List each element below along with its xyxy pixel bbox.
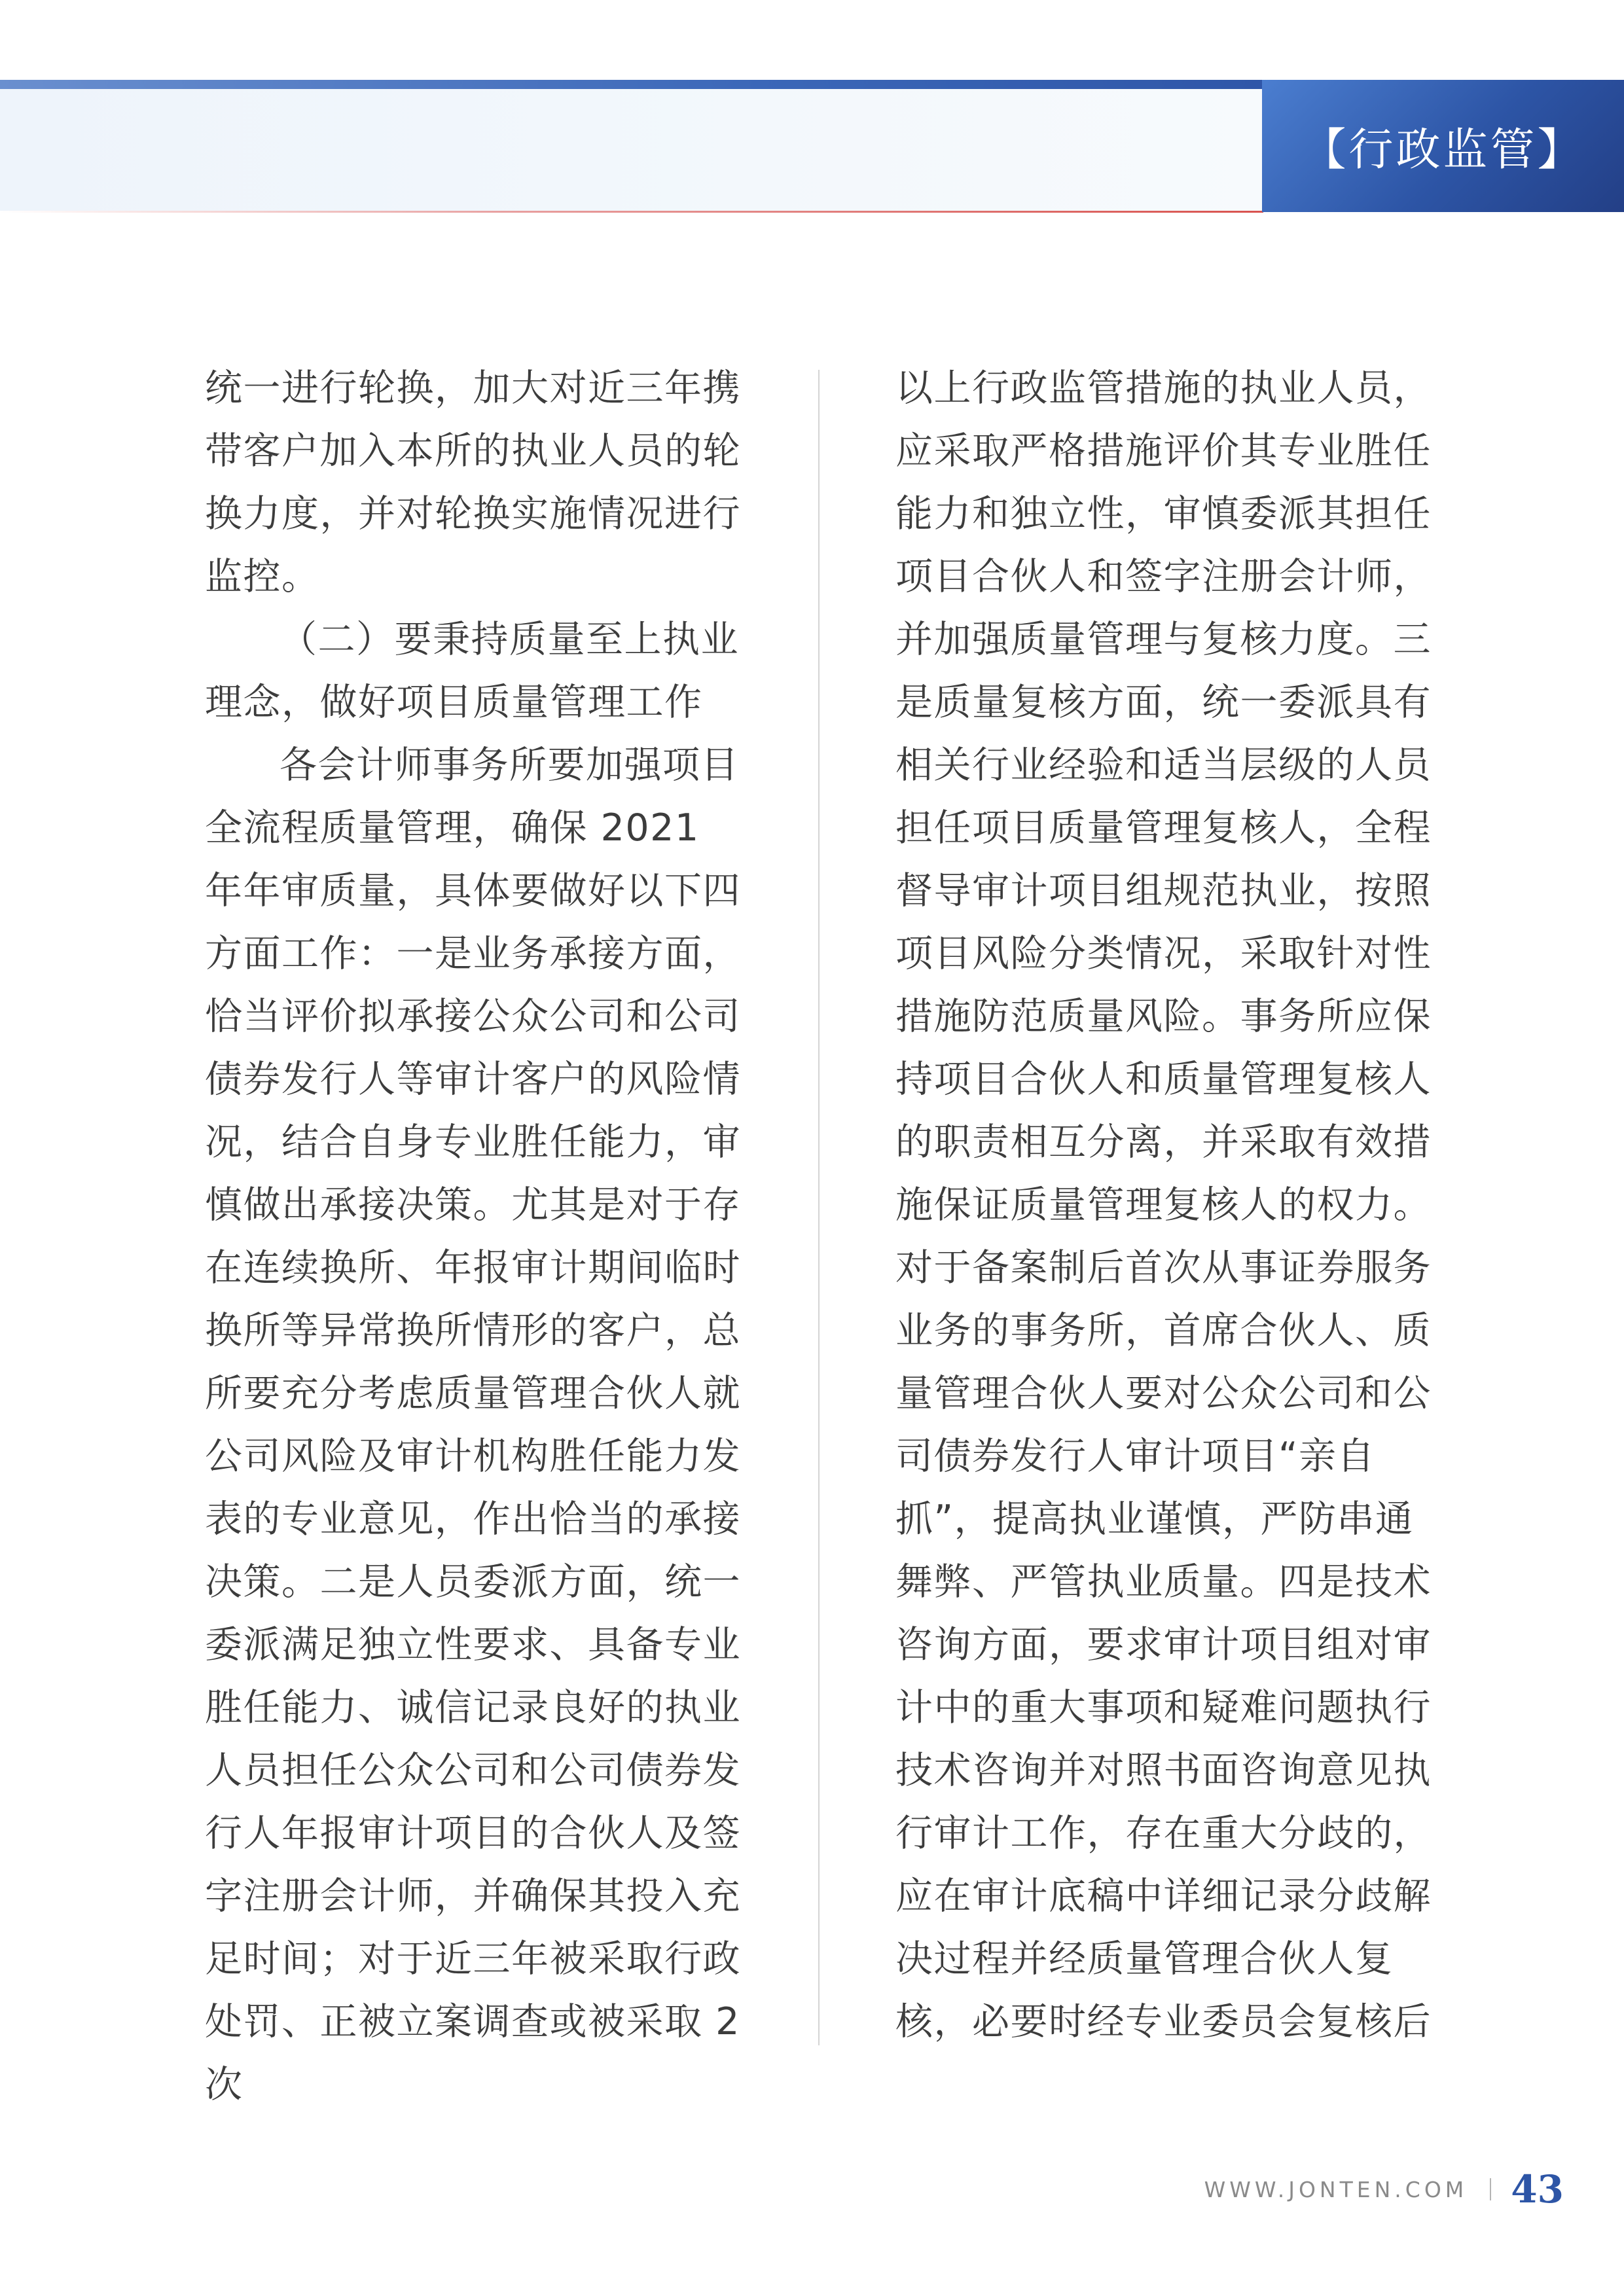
footer-separator <box>1490 2178 1491 2200</box>
page-footer <box>1204 2166 1564 2212</box>
header-band <box>0 89 1263 211</box>
page-number: 43 <box>1511 2167 1564 2212</box>
left-paragraph-1: 统一进行轮换，加大对近三年携带客户加入本所的执业人员的轮换力度，并对轮换实施情况进行监控。 <box>205 367 741 598</box>
footer-website: WWW.JONTEN.COM <box>1204 2176 1468 2202</box>
left-column <box>205 357 742 2116</box>
section-label: 【行政监管】 <box>1301 124 1585 176</box>
column-divider <box>818 370 820 2045</box>
right-column <box>895 357 1432 2053</box>
section-tab <box>1262 80 1624 212</box>
right-paragraph-1: 以上行政监管措施的执业人员，应采取严格措施评价其专业胜任能力和独立性，审慎委派其担任项目合伙人和签字注册会计师，并加强质量管理与复核力度。三是质量复核方面，统一委派具有相关行业经验和适当层级的人员担任项目质量管理复核人，全程督导审计项目组规范执业，按照项目风险分类情况，采取针对性措施防范质量风险。事务所应保持项目合伙人和质量管理复核人的职责相互分离，并采取有效措施保证质量管理复核人的权力。对于备案制后首次从事证券服务业务的事务所，首席合伙人、质量管理合伙人要对公众公司和公司债券发行人审计项目“亲自抓”，提高执业谨慎，严防串通舞弊、严管执业质量。四是技术咨询方面，要求审计项目组对审计中的重大事项和疑难问题执行技术咨询并对照书面咨询意见执行审计工作，存在重大分歧的，应在审计底稿中详细记录分歧解决过程并经质量管理合伙人复核，必要时经专业委员会复核后 <box>895 367 1432 2043</box>
section-heading: （二）要秉持质量至上执业理念，做好项目质量管理工作 <box>205 618 739 724</box>
header-red-rule <box>0 211 1263 213</box>
left-paragraph-2: 各会计师事务所要加强项目全流程质量管理，确保 2021 年年审质量，具体要做好以下四方面工作：一是业务承接方面，恰当评价拟承接公众公司和公司债券发行人等审计客户的风险情况，结合自身专业胜任能力，审慎做出承接决策。尤其是对于存在连续换所、年报审计期间临时换所等异常换所情形的客户，总所要充分考虑质量管理合伙人就公司风险及审计机构胜任能力发表的专业意见，作出恰当的承接决策。二是人员委派方面，统一委派满足独立性要求、具备专业胜任能力、诚信记录良好的执业人员担任公众公司和公司债券发行人年报审计项目的合伙人及签字注册会计师，并确保其投入充足时间；对于近三年被采取行政处罚、正被立案调查或被采取 2 次 <box>205 744 741 2106</box>
header-accent-line <box>0 80 1263 89</box>
